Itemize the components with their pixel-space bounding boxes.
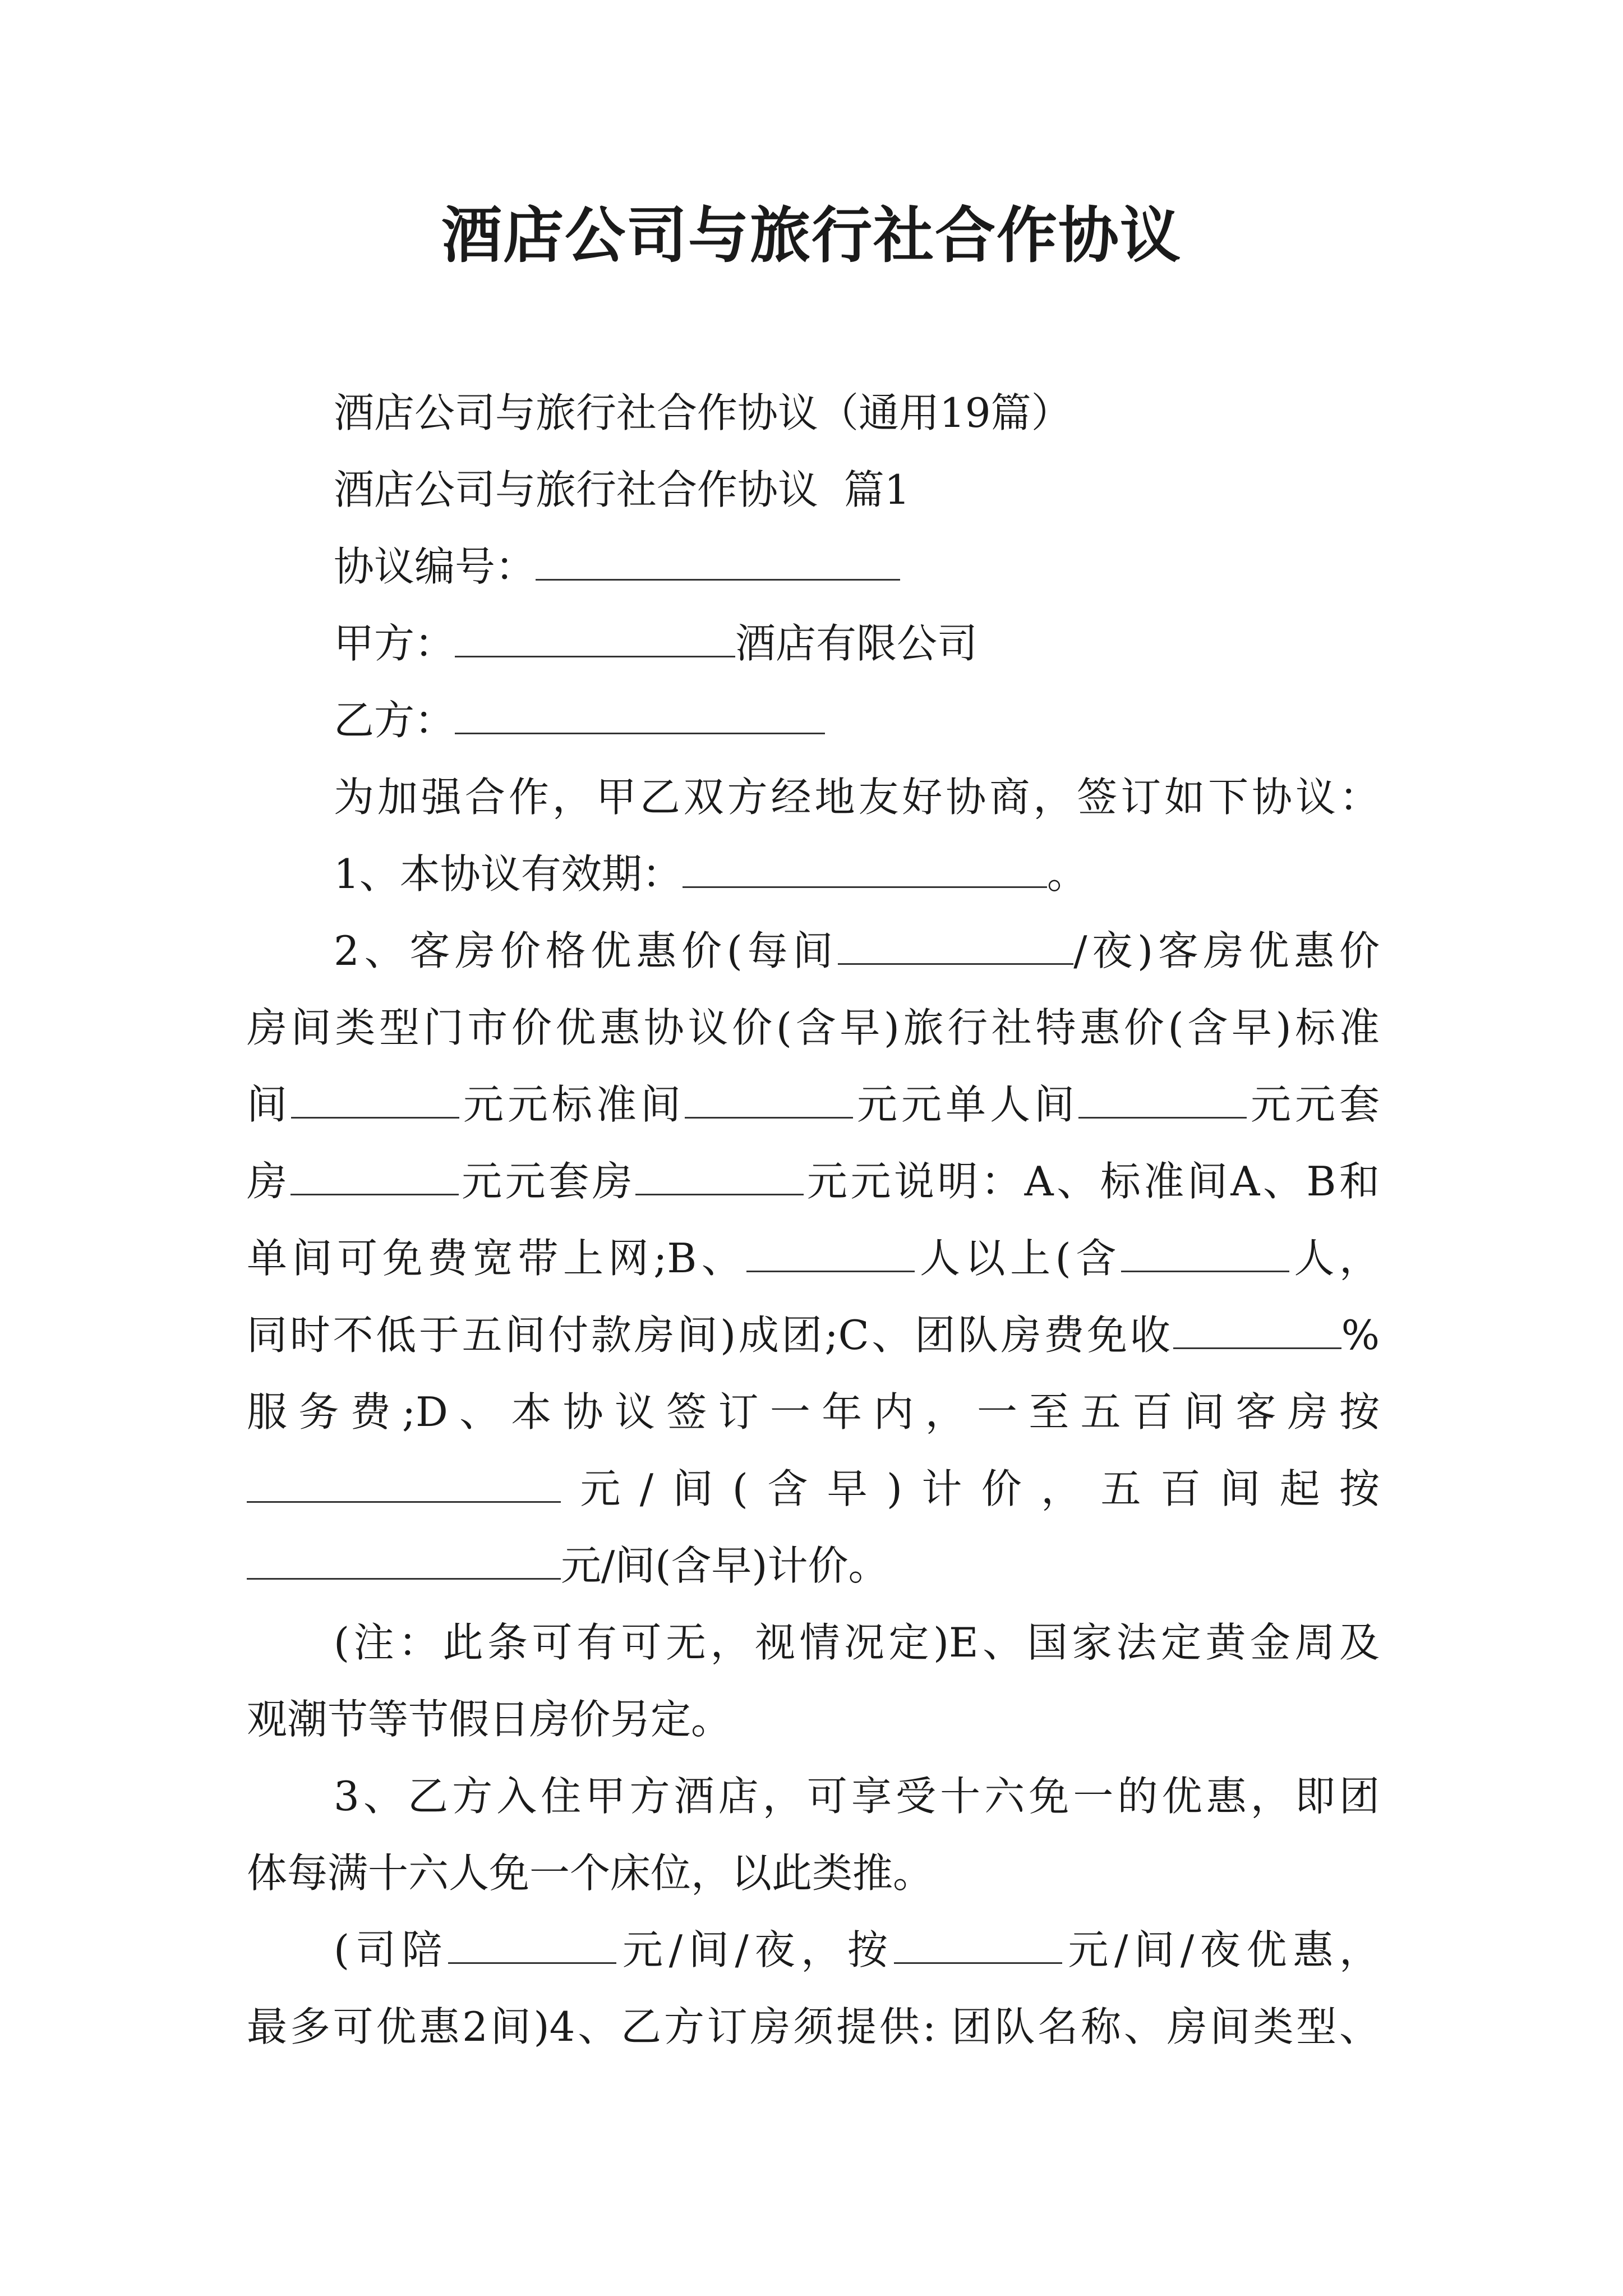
paragraph-line xyxy=(247,1374,1380,1451)
text-segment: (注：此条可有可无，视情况定)E、国家法定黄金周及 xyxy=(334,1619,1380,1666)
paragraph-line xyxy=(247,913,1380,990)
text-segment: 元元套 xyxy=(1246,1081,1380,1128)
text-segment: 单间可免费宽带上网;B、 xyxy=(247,1235,747,1282)
text-segment: /夜)客房优惠价 xyxy=(1073,927,1380,974)
text-segment: 2、客房价格优惠价(每间 xyxy=(334,927,838,974)
text-segment: (司陪 xyxy=(334,1926,449,1973)
percent-blank xyxy=(1173,1314,1341,1349)
price-blank xyxy=(894,1929,1062,1964)
text-segment: 1、本协议有效期： xyxy=(334,850,683,898)
text-segment: 酒店有限公司 xyxy=(735,620,978,667)
price-blank xyxy=(635,1160,804,1195)
subtitle-line xyxy=(247,375,1380,452)
text-segment: 。 xyxy=(1046,850,1087,898)
paragraph-line xyxy=(247,1835,1380,1912)
paragraph-line xyxy=(247,1527,1380,1604)
price-blank xyxy=(247,1467,561,1503)
text-segment: 最多可优惠2间)4、乙方订房须提供: 团队名称、房间类型、 xyxy=(247,2003,1380,2050)
text-segment: 间 xyxy=(247,1081,291,1128)
party-a-blank xyxy=(455,622,735,657)
section-heading xyxy=(247,452,1380,528)
text-segment: 元/间/夜，按 xyxy=(616,1926,894,1973)
text-segment: 元/间/夜优惠， xyxy=(1062,1926,1380,1973)
count-blank xyxy=(1121,1237,1289,1272)
party-b-blank xyxy=(455,699,825,734)
price-blank xyxy=(838,930,1073,965)
document-body xyxy=(247,375,1380,2065)
text-segment: 乙方： xyxy=(334,697,455,744)
text-segment: 人， xyxy=(1289,1235,1380,1282)
text-segment: 服务费;D、本协议签订一年内，一至五百间客房按 xyxy=(247,1388,1380,1435)
price-blank xyxy=(291,1083,459,1119)
text-segment: 元元说明：A、标准间A、B和 xyxy=(804,1158,1380,1205)
text-segment: 观潮节等节假日房价另定。 xyxy=(247,1696,732,1743)
text-segment: 人以上(含 xyxy=(915,1235,1121,1282)
paragraph-line xyxy=(247,1989,1380,2065)
price-blank xyxy=(448,1929,616,1964)
paragraph-line xyxy=(247,759,1380,836)
agreement-number-line xyxy=(247,528,1380,605)
text-segment: 酒店公司与旅行社合作协议（通用19篇） xyxy=(334,389,1072,436)
text-segment: 元元单人间 xyxy=(852,1081,1078,1128)
paragraph-line xyxy=(247,1604,1380,1681)
text-segment: 为加强合作，甲乙双方经地友好协商，签订如下协议： xyxy=(334,774,1380,821)
paragraph-line xyxy=(247,1451,1380,1527)
text-segment: % xyxy=(1341,1312,1380,1359)
text-segment: 甲方： xyxy=(334,620,455,667)
price-blank xyxy=(291,1160,459,1195)
paragraph-line xyxy=(247,1758,1380,1835)
text-segment: 同时不低于五间付款房间)成团;C、团队房费免收 xyxy=(247,1312,1173,1359)
paragraph-line xyxy=(247,1220,1380,1297)
agreement-number-blank xyxy=(536,545,900,581)
paragraph-line xyxy=(247,1297,1380,1374)
paragraph-line xyxy=(247,1681,1380,1758)
paragraph-line xyxy=(247,1912,1380,1989)
party-b-line xyxy=(247,682,1380,759)
text-segment: 房 xyxy=(247,1158,291,1205)
document-title: 酒店公司与旅行社合作协议 xyxy=(441,200,1182,271)
price-blank xyxy=(685,1083,853,1119)
text-segment: 协议编号： xyxy=(334,543,536,590)
text-segment: 3、乙方入住甲方酒店，可享受十六免一的优惠，即团 xyxy=(334,1773,1380,1820)
paragraph-line xyxy=(247,1066,1380,1143)
text-segment: 元/间(含早)计价。 xyxy=(561,1542,889,1589)
validity-blank xyxy=(683,853,1047,888)
paragraph-line xyxy=(247,1143,1380,1220)
text-segment: 元元套房 xyxy=(458,1158,636,1205)
price-blank xyxy=(247,1544,561,1580)
text-segment: 酒店公司与旅行社合作协议 篇1 xyxy=(334,466,910,513)
party-a-line xyxy=(247,605,1380,682)
paragraph-line xyxy=(247,990,1380,1066)
validity-line xyxy=(247,836,1380,913)
text-segment: 房间类型门市价优惠协议价(含早)旅行社特惠价(含早)标准 xyxy=(247,1004,1380,1051)
text-segment: 元/间(含早)计价，五百间起按 xyxy=(561,1465,1380,1512)
text-segment: 元元标准间 xyxy=(459,1081,685,1128)
count-blank xyxy=(746,1237,915,1272)
price-blank xyxy=(1078,1083,1247,1119)
text-segment: 体每满十六人免一个床位，以此类推。 xyxy=(247,1849,934,1897)
